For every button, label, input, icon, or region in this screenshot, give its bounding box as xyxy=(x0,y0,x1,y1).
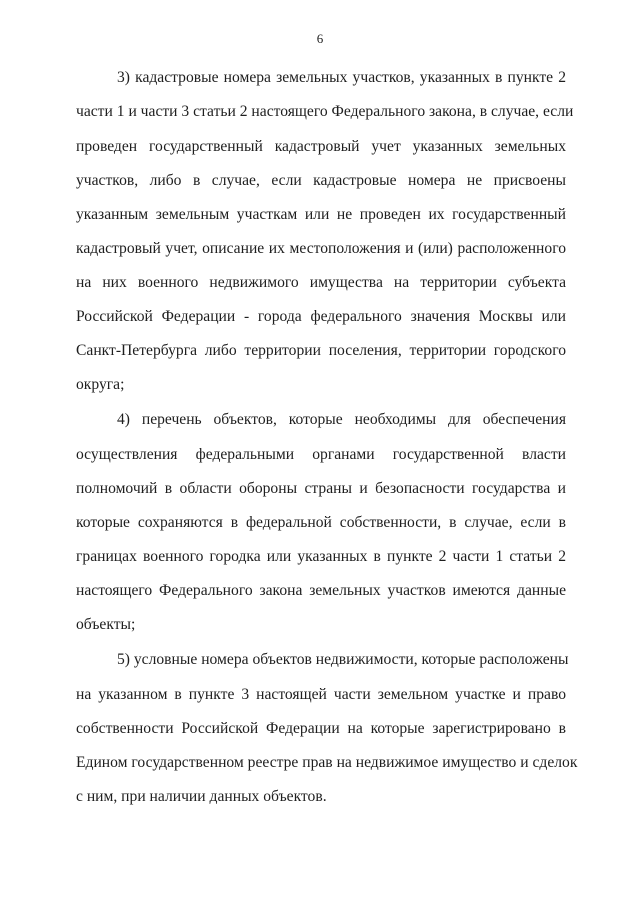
text-line: настоящего Федерального закона земельных участков имеются данные xyxy=(76,582,566,599)
text-line: 4) перечень объектов, которые необходимы для обеспечения xyxy=(117,411,566,428)
text-line: с ним, при наличии данных объектов. xyxy=(76,788,327,805)
text-line: на указанном в пункте 3 настоящей части земельном участке и право xyxy=(76,686,566,703)
text-line: на них военного недвижимого имущества на территории субъекта xyxy=(76,274,566,291)
text-line: округа; xyxy=(76,376,125,393)
text-line: Санкт-Петербурга либо территории поселения, территории городского xyxy=(76,342,566,359)
text-line: Российской Федерации - города федерального значения Москвы или xyxy=(76,308,566,325)
text-line: участков, либо в случае, если кадастровые номера не присвоены xyxy=(76,172,566,189)
text-line: кадастровый учет, описание их местоположения и (или) расположенного xyxy=(76,240,566,257)
text-line: 3) кадастровые номера земельных участков, указанных в пункте 2 xyxy=(117,69,566,86)
text-line: Едином государственном реестре прав на недвижимое имущество и сделок xyxy=(76,754,578,771)
text-line: которые сохраняются в федеральной собственности, в случае, если в xyxy=(76,514,566,531)
text-line: указанным земельным участкам или не проведен их государственный xyxy=(76,206,566,223)
text-line: полномочий в области обороны страны и безопасности государства и xyxy=(76,480,566,497)
text-line: собственности Российской Федерации на которые зарегистрировано в xyxy=(76,720,566,737)
text-line: проведен государственный кадастровый учет указанных земельных xyxy=(76,138,566,155)
text-line: осуществления федеральными органами государственной власти xyxy=(76,446,566,463)
text-line: 5) условные номера объектов недвижимости, которые расположены xyxy=(117,651,569,668)
text-line: части 1 и части 3 статьи 2 настоящего Федерального закона, в случае, если xyxy=(76,103,574,120)
text-line: границах военного городка или указанных в пункте 2 части 1 статьи 2 xyxy=(76,548,566,565)
text-line: объекты; xyxy=(76,616,136,633)
page-number: 6 xyxy=(316,31,324,46)
